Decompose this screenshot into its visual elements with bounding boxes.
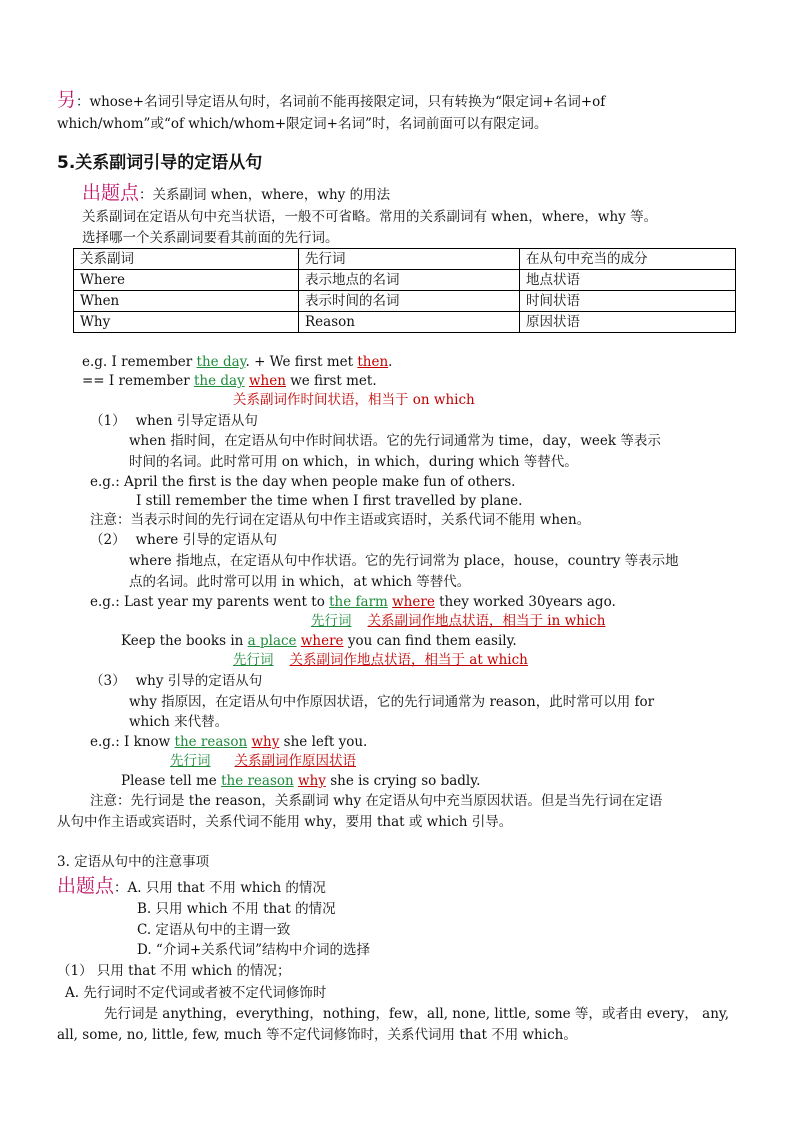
annotation: 关系副词作时间状语，相当于 on which <box>233 392 475 408</box>
antecedent-highlight: the day <box>193 373 245 389</box>
antecedent-highlight: a place <box>247 633 297 649</box>
example-text: they worked 30years ago. <box>434 594 616 610</box>
example-line <box>82 371 377 391</box>
table-row <box>74 291 736 312</box>
example-text: e.g. I remember <box>82 354 197 370</box>
body-line: why 指原因，在定语从句中作原因状语，它的先行词通常为 reason，此时常可以用 for <box>129 694 655 710</box>
subheading <box>90 671 262 691</box>
intro-line2: 选择哪一个关系副词要看其前面的先行词。 <box>82 230 339 246</box>
example-line <box>121 771 480 791</box>
table-cell: Reason <box>299 312 520 333</box>
focus-item: B. 只用 which 不用 that 的情况 <box>137 901 336 917</box>
note-para-line1 <box>57 90 605 112</box>
annotation-adverb: 关系副词作地点状语，相当于 at which <box>289 652 528 668</box>
example-text: . + We first met <box>245 354 358 370</box>
focus-label: 出题点 <box>57 875 115 897</box>
note-mark: 另 <box>57 89 77 111</box>
annotation-line <box>233 650 528 670</box>
example-line <box>121 631 517 651</box>
subheading-number: （2） <box>90 532 126 548</box>
adverb-highlight: why <box>251 734 280 750</box>
example-text: e.g.: I know <box>90 734 175 750</box>
annotation-line <box>170 751 356 771</box>
section-title: 5.关系副词引导的定语从句 <box>57 153 263 173</box>
subheading-number: （3） <box>90 673 126 689</box>
subheading-title: where 引导的定语从句 <box>135 532 278 548</box>
table-row <box>74 312 736 333</box>
body-line: where 指地点，在定语从句中作状语。它的先行词常为 place，house，country 等表示地 <box>129 553 679 569</box>
antecedent-highlight: the farm <box>329 594 388 610</box>
table-cell: 表示时间的名词 <box>299 291 520 312</box>
body-line: 先行词是 anything，everything，nothing，few，all, none, little, some 等，或者由 every， any, <box>104 1006 730 1022</box>
annotation-line <box>311 611 605 631</box>
body-line: when 指时间，在定语从句中作时间状语。它的先行词通常为 time，day，week 等表示 <box>129 433 661 449</box>
antecedent-highlight: the reason <box>174 734 248 750</box>
example-text: == I remember <box>82 373 194 389</box>
note-text-1: ：whose+名词引导定语从句时，名词前不能再接限定词，只有转换为“限定词+名词+of <box>76 94 606 110</box>
example-line: I still remember the time when I first travelled by plane. <box>136 493 523 509</box>
focus-item: C. 定语从句中的主谓一致 <box>137 922 291 938</box>
table-header: 关系副词 <box>74 249 299 270</box>
annotation-antecedent: 先行词 <box>311 613 352 629</box>
adverb-highlight: where <box>392 594 435 610</box>
subheading-title: when 引导定语从句 <box>135 413 258 429</box>
focus-line <box>57 876 326 898</box>
intro-line1: 关系副词在定语从句中充当状语，一般不可省略。常用的关系副词有 when，where，why 等。 <box>82 209 658 225</box>
subheading <box>90 530 277 550</box>
adverb-table <box>73 248 736 333</box>
adverb-highlight: when <box>248 373 286 389</box>
annotation-adverb: 关系副词作地点状语，相当于 in which <box>367 613 606 629</box>
annotation-adverb: 关系副词作原因状语 <box>234 753 356 769</box>
example-line <box>90 592 616 612</box>
example-line <box>90 732 367 752</box>
subheading: A. 先行词时不定代词或者被不定代词修饰时 <box>65 985 327 1001</box>
table-cell: Where <box>74 270 299 291</box>
table-cell: 原因状语 <box>520 312 736 333</box>
adverb-highlight: why <box>298 773 326 789</box>
note-para-line2: which/whom”或“of which/whom+限定词+名词”时，名词前面可以有限定词。 <box>57 116 548 132</box>
example-text: . <box>388 354 393 370</box>
table-header-row <box>74 249 736 270</box>
section-title: 3. 定语从句中的注意事项 <box>57 854 210 870</box>
example-text: she left you. <box>279 734 368 750</box>
table-header: 先行词 <box>299 249 520 270</box>
body-line: 点的名词。此时常可以用 in which，at which 等替代。 <box>129 574 471 590</box>
table-cell: Why <box>74 312 299 333</box>
example-text: Keep the books in <box>121 633 248 649</box>
example-text: she is crying so badly. <box>325 773 481 789</box>
example-line: e.g.: April the first is the day when people make fun of others. <box>90 474 516 490</box>
focus-line <box>82 183 390 205</box>
adverb-highlight: where <box>300 633 344 649</box>
note-line: 从句中作主语或宾语时，关系代词不能用 why，要用 that 或 which 引导。 <box>57 814 513 830</box>
table-row <box>74 270 736 291</box>
note-line: 注意：先行词是 the reason，关系副词 why 在定语从句中充当原因状语。但是当先行词在定语 <box>90 793 663 809</box>
example-text: you can find them easily. <box>343 633 517 649</box>
antecedent-highlight: the reason <box>221 773 294 789</box>
table-cell: 地点状语 <box>520 270 736 291</box>
focus-label: 出题点 <box>82 182 140 204</box>
focus-item: D. “介词+关系代词”结构中介词的选择 <box>137 942 371 958</box>
table-cell: 表示地点的名词 <box>299 270 520 291</box>
example-text: Please tell me <box>121 773 222 789</box>
table-cell: 时间状语 <box>520 291 736 312</box>
body-line: all, some, no, little, few, much 等不定代词修饰时，关系代词用 that 不用 which。 <box>57 1027 577 1043</box>
antecedent-highlight: the day <box>196 354 246 370</box>
example-text: we first met. <box>285 373 377 389</box>
body-line: 时间的名词。此时常可用 on which，in which，during which 等替代。 <box>129 454 578 470</box>
focus-item: ：A. 只用 that 不用 which 的情况 <box>114 880 326 896</box>
annotation-antecedent: 先行词 <box>170 753 211 769</box>
subheading: （1） 只用 that 不用 which 的情况； <box>57 963 291 979</box>
subheading-number: （1） <box>90 413 126 429</box>
table-cell: When <box>74 291 299 312</box>
body-line: which 来代替。 <box>129 714 229 730</box>
example-line <box>82 352 392 372</box>
table-header: 在从句中充当的成分 <box>520 249 736 270</box>
subheading <box>90 411 258 431</box>
subheading-title: why 引导的定语从句 <box>135 673 263 689</box>
example-text: e.g.: Last year my parents went to <box>90 594 330 610</box>
note-line: 注意：当表示时间的先行词在定语从句中作主语或宾语时，关系代词不能用 when。 <box>90 512 591 528</box>
focus-text: ：关系副词 when，where，why 的用法 <box>139 187 391 203</box>
adverb-highlight: then <box>357 354 389 370</box>
annotation-antecedent: 先行词 <box>233 652 274 668</box>
